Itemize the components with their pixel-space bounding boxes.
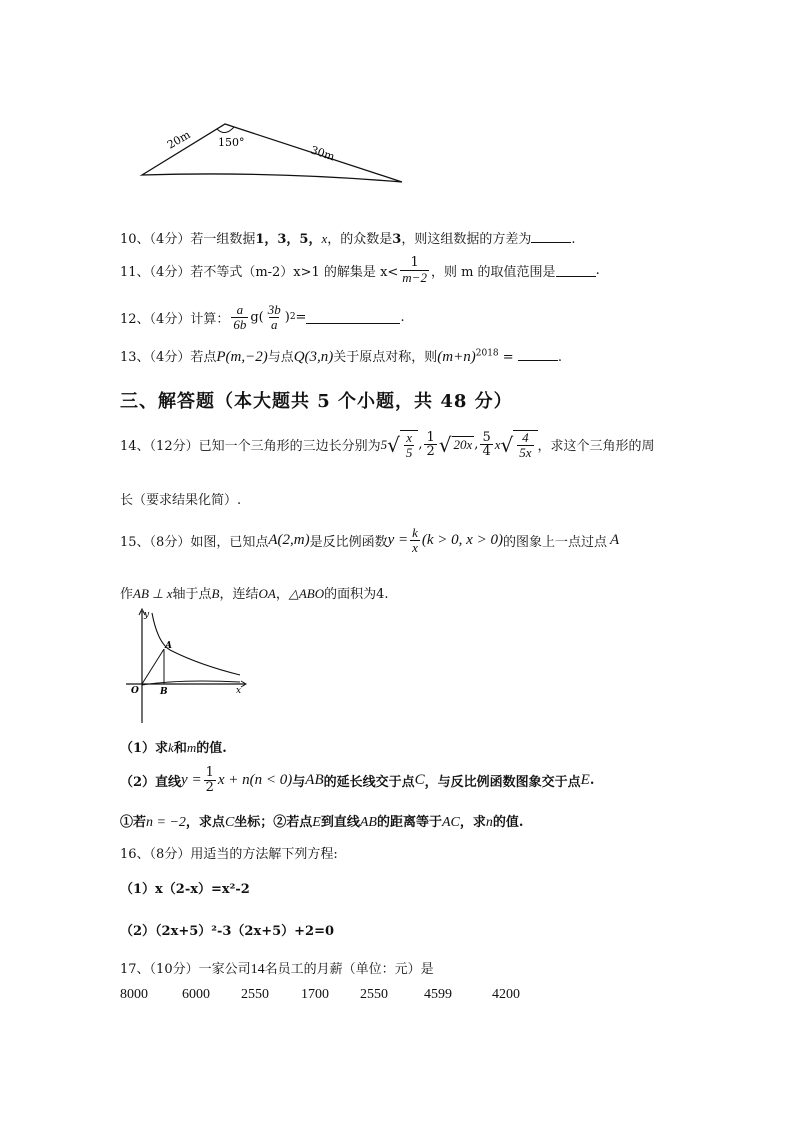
salary-value: 4599 (424, 987, 452, 1002)
x-label: x (236, 686, 242, 696)
question-14: 14、（12分）已知一个三角形的三边长分别为 5 √ $\frac{x}{5}$ , $\frac{1}{2}$ √ 20x , $\frac{5}{4}$ x √ $\frac{4}{5x}$ ，求这个三角形的周 (120, 429, 655, 460)
question-10: 10、（4分）若一组数据1，3，5，x，的众数是3，则这组数据的方差为 . (120, 231, 576, 247)
fraction-12a: $\frac{a}{6b}$ (233, 302, 247, 332)
question-15-line-2: 作AB ⊥ x轴于点B，连结OA，△ABO的面积为4. (120, 586, 389, 602)
question-16-part-1: （1）x（2-x）=x²-2 (120, 882, 250, 897)
answer-blank-13[interactable] (518, 347, 558, 361)
side-right-label: 30m (309, 143, 337, 164)
segment-oa (142, 649, 164, 684)
origin-label: O (131, 686, 139, 696)
fraction-15-2: $\frac{1}{2}$ (205, 765, 214, 795)
angle-label: 150° (218, 136, 245, 149)
fraction-11: $\frac{1}{m-2}$ (402, 255, 427, 285)
fraction-12b: $\frac{3b}{a}$ (267, 302, 281, 332)
salary-value: 6000 (182, 987, 210, 1002)
point-b-label: B (160, 687, 168, 697)
function-graph (120, 605, 250, 727)
salary-value: 2550 (360, 987, 388, 1002)
question-17-title: 17、（10分）一家公司14名员工的月薪（单位：元）是 (120, 962, 434, 977)
answer-blank-10[interactable] (531, 229, 571, 243)
question-13: 13、（4分）若点P(m,−2)与点Q(3,n)关于原点对称，则$(m+n)^{2018}$ = . (120, 348, 562, 365)
question-15-part-3: ①若n = −2，求点C坐标；②若点E到直线AB的距离等于AC，求n的值. (120, 815, 524, 830)
question-15-part-2: （2）直线 y = $\frac{1}{2}$ x + n(n < 0) 与 AB 的延长线交于点 C ，与反比例函数图象交于点 E . (120, 765, 595, 795)
question-16-part-2: （2）（2x+5）²-3（2x+5）+2=0 (120, 924, 335, 939)
question-12: 12、（4分）计算： $\frac{a}{6b}$ g( $\frac{3b}{a}$ ) 2 = . (120, 302, 405, 332)
y-label: y (144, 610, 150, 620)
sqrt-14b: √ 20x (438, 432, 473, 457)
salary-value: 2550 (241, 987, 269, 1002)
answer-blank-12[interactable] (306, 310, 400, 324)
sqrt-14a: √ $\frac{x}{5}$ (387, 430, 418, 459)
fraction-14b: $\frac{1}{2}$ (426, 429, 435, 460)
salary-value: 8000 (120, 987, 148, 1002)
question-16-title: 16、（8分）用适当的方法解下列方程: (120, 847, 338, 862)
fraction-15: $\frac{k}{x}$ (412, 525, 418, 555)
sqrt-14c: √ $\frac{4}{5x}$ (501, 430, 538, 459)
side-left-label: 20m (165, 128, 193, 152)
salary-value: 1700 (301, 987, 329, 1002)
point-a-label: A (165, 641, 172, 651)
question-15: 15、（8分）如图，已知点 A(2,m) 是反比例函数 y = $\frac{k}{x}$ (k > 0, x > 0) 的图象上一点过点 A (120, 525, 620, 555)
question-15-part-1: （1）求k和m的值. (120, 740, 227, 756)
question-11: 11、（4分）若不等式（m-2）x>1 的解集是 x< $\frac{1}{m-2}$ ，则 m 的取值范围是 . (120, 255, 600, 285)
answer-blank-11[interactable] (556, 263, 596, 277)
fraction-14c: $\frac{5}{4}$ (482, 429, 491, 460)
salary-value: 4200 (492, 987, 520, 1002)
triangle-figure (130, 115, 420, 195)
section-3-title: 三、解答题（本大题共 5 个小题，共 48 分） (120, 391, 513, 412)
question-14-line-2: 长（要求结果化简）. (120, 493, 242, 508)
